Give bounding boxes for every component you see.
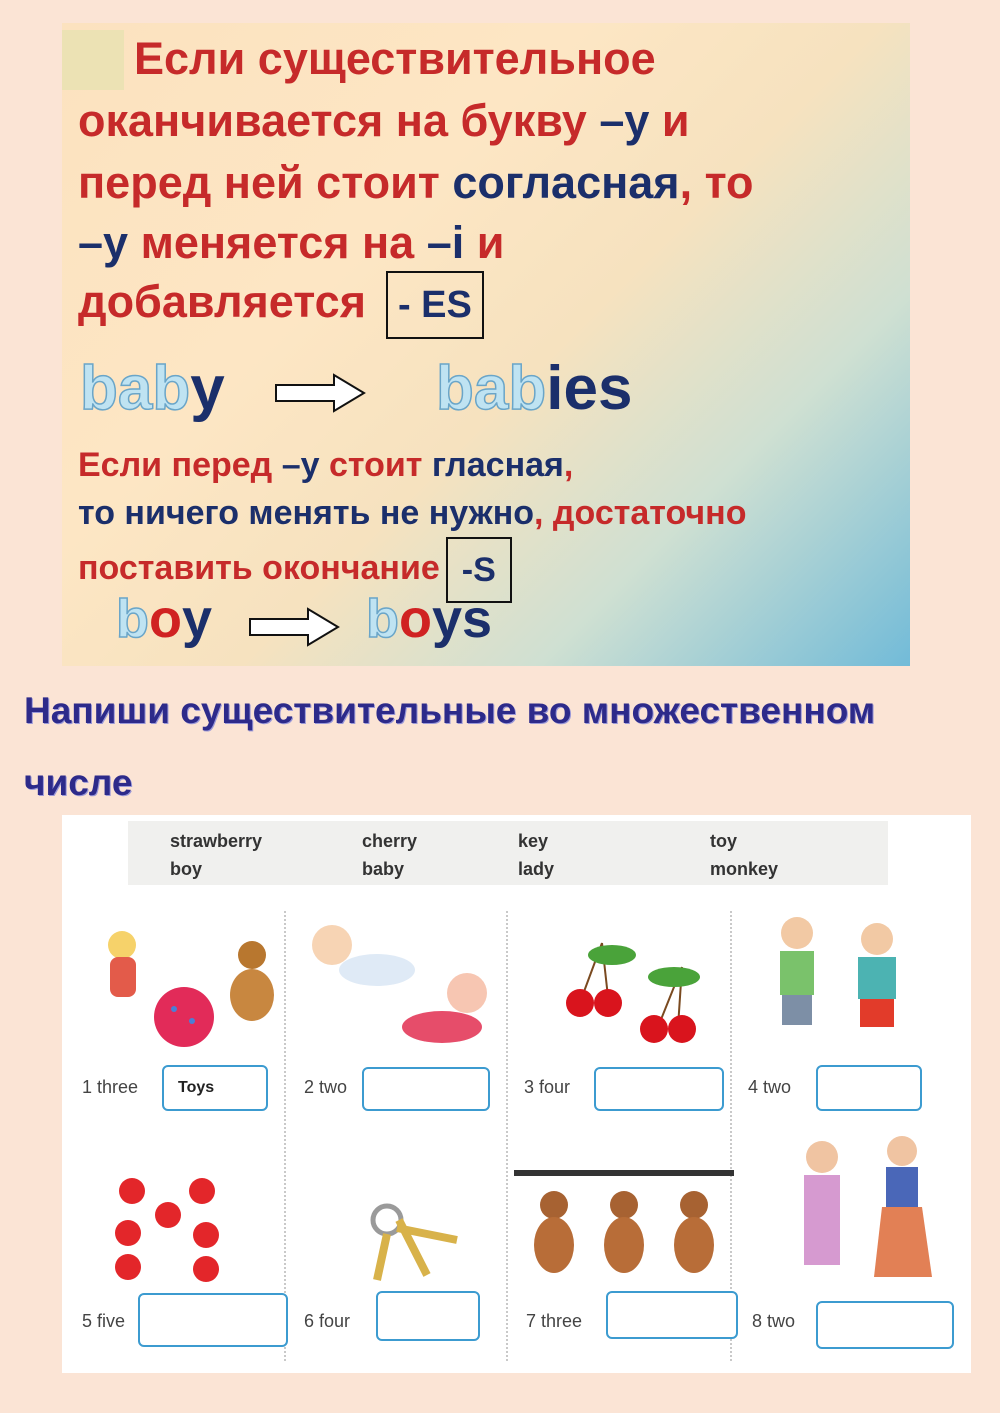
item-label: 5 five: [82, 1311, 126, 1331]
item-label: 6 four: [304, 1311, 351, 1331]
answer-box-6[interactable]: [376, 1291, 480, 1341]
s-ending-box: -S: [446, 537, 512, 603]
task-heading: Напиши существительные во множественном: [24, 690, 876, 731]
word-bank-item: key: [518, 831, 549, 851]
rule-line-5: добавляется - ES: [78, 271, 484, 339]
answer-box-2[interactable]: [362, 1067, 490, 1111]
answer-box-1[interactable]: Toys: [162, 1065, 268, 1111]
rule-card: [62, 23, 910, 666]
decorative-square: [62, 30, 124, 90]
arrow-icon: [274, 373, 366, 413]
keys-icon: [347, 1180, 487, 1290]
task-heading-2: числе: [24, 762, 133, 803]
word-bank-item: monkey: [710, 859, 779, 879]
item-label: 8 two: [752, 1311, 796, 1331]
exercise-panel: [62, 815, 971, 1373]
toys-icon: [92, 925, 272, 1055]
item-label: 2 two: [304, 1077, 348, 1097]
answer-box-3[interactable]: [594, 1067, 724, 1111]
es-ending-box: - ES: [386, 271, 484, 339]
item-label: 4 two: [748, 1077, 792, 1097]
boys-icon: [752, 913, 952, 1058]
babies-icon: [302, 915, 502, 1065]
column-divider: [506, 911, 508, 1361]
example-babies: babies: [436, 354, 633, 423]
cherries-icon: [542, 937, 722, 1047]
rule-line-1: Если существительное: [134, 33, 656, 84]
word-bank-item: lady: [518, 859, 555, 879]
word-bank-item: strawberry: [170, 831, 263, 851]
example-boys: boys: [366, 589, 493, 649]
word-bank-item: toy: [710, 831, 737, 851]
answer-box-4[interactable]: [816, 1065, 922, 1111]
word-bank-item: baby: [362, 859, 405, 879]
rule-line-3: перед ней стоит согласная, то: [78, 157, 754, 208]
rule-two: Если перед –у стоит гласная, то ничего менять не нужно, достаточно поставить окончание -S: [78, 441, 746, 603]
word-bank-item: cherry: [362, 831, 418, 851]
strawberries-icon: [102, 1175, 242, 1285]
arrow-icon: [248, 607, 340, 647]
rule-line-4: –у меняется на –i и: [78, 217, 505, 268]
answer-box-7[interactable]: [606, 1291, 738, 1339]
item-label: 7 three: [526, 1311, 583, 1331]
answer-box-5[interactable]: [138, 1293, 288, 1347]
word-bank-item: boy: [170, 859, 203, 879]
example-baby: baby: [80, 354, 225, 423]
item-label: 1 three: [82, 1077, 139, 1097]
example-boy: boy: [116, 589, 213, 649]
ladies-icon: [782, 1137, 952, 1297]
word-bank: [128, 821, 888, 885]
rule-line-2: оканчивается на букву –у и: [78, 95, 690, 146]
answer-box-8[interactable]: [816, 1301, 954, 1349]
item-label: 3 four: [524, 1077, 571, 1097]
monkeys-icon: [514, 1165, 734, 1295]
